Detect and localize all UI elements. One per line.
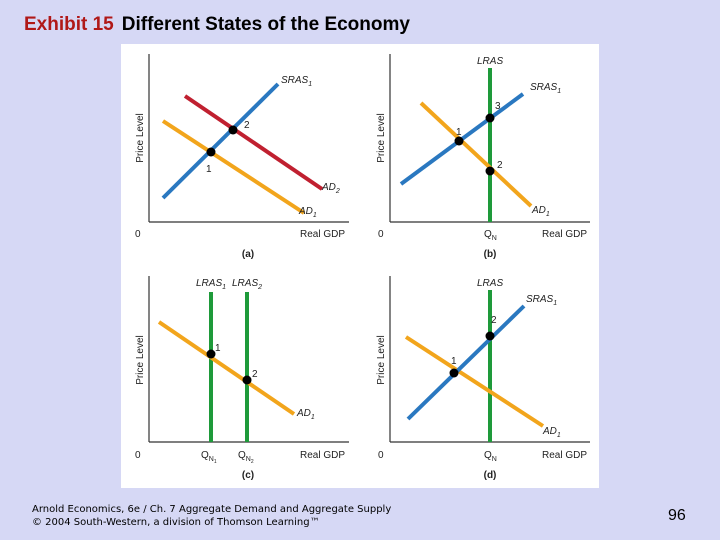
panel-b-ad1-label: $AD_1$	[532, 205, 550, 218]
panel-b-lras-label: LRAS	[477, 56, 504, 67]
slide-title	[24, 14, 410, 36]
panel-c-ad1-curve	[159, 322, 294, 414]
diagram-svg	[121, 44, 599, 488]
panel-b-ad1-curve	[421, 103, 531, 206]
panel-a-point-2-label: 2	[244, 120, 250, 131]
panel-b-point-3	[486, 114, 495, 123]
panel-a-point-2	[229, 126, 238, 135]
panel-b-qn-label: $Q_N$	[484, 229, 497, 242]
panel-d-qn-label: $Q_N$	[484, 450, 497, 463]
panel-a-ad2-label: $AD_2$	[322, 182, 340, 195]
panel-c-ad1-label: $AD_1$	[297, 408, 315, 421]
panel-d-point-1	[450, 369, 459, 378]
panel-a-point-1	[207, 148, 216, 157]
panel-c-point-2	[243, 376, 252, 385]
page-number: 96	[668, 507, 686, 524]
panel-a-sras1-curve	[163, 84, 278, 198]
panel-c-point-2-label: 2	[252, 369, 258, 380]
panel-a-caption: (a)	[241, 249, 255, 260]
footer-line-1: Arnold Economics, 6e / Ch. 7 Aggregate Demand and Aggregate Supply	[32, 504, 392, 515]
panel-d-sras-label: $SRAS_1$	[526, 294, 558, 307]
panel-b-origin: 0	[378, 229, 384, 240]
panel-b-point-2-label: 2	[497, 160, 503, 171]
panel-c-caption: (c)	[241, 470, 255, 481]
figure	[121, 44, 599, 488]
title-text: Different States of the Economy	[121, 14, 410, 35]
panel-c-qn2-label: $Q_{N2}$	[238, 450, 254, 465]
panel-d-point-1-label: 1	[451, 356, 457, 367]
panel-c-point-1-label: 1	[215, 343, 221, 354]
panel-a-ad1-label: $AD_1$	[299, 206, 317, 219]
panel-b-y-axis-label: Price Level	[376, 113, 387, 163]
panel-d-caption: (d)	[483, 470, 497, 481]
panel-d-x-axis-label: Real GDP	[542, 450, 588, 461]
panel-b-caption: (b)	[483, 249, 497, 260]
panel-c-lras2-label: $LRAS_2$	[232, 278, 263, 291]
panel-d-ad1-curve	[406, 337, 543, 426]
panel-d-origin: 0	[378, 450, 384, 461]
panel-d-point-2	[486, 332, 495, 341]
panel-d-lras-label: LRAS	[477, 278, 504, 289]
footer-citation	[32, 503, 391, 529]
panel-b-point-1-label: 1	[456, 127, 462, 138]
panel-c-y-axis-label: Price Level	[135, 335, 146, 385]
panel-d-point-2-label: 2	[491, 315, 497, 326]
panel-b-point-3-label: 3	[495, 101, 501, 112]
panel-b-sras-label: $SRAS_1$	[530, 82, 562, 95]
footer-line-2: © 2004 South-Western, a division of Thomson Learning™	[32, 517, 320, 528]
exhibit-label: Exhibit 15	[24, 14, 114, 35]
panel-a-ad1-curve	[163, 121, 304, 213]
panel-a-y-axis-label: Price Level	[135, 113, 146, 163]
panel-a-x-axis-label: Real GDP	[300, 229, 346, 240]
panel-c-lras1-label: $LRAS_1$	[196, 278, 227, 291]
panel-a-point-1-label: 1	[206, 164, 212, 175]
panel-b	[376, 54, 590, 260]
panel-c-x-axis-label: Real GDP	[300, 450, 346, 461]
panel-a	[135, 54, 349, 260]
panel-c-origin: 0	[135, 450, 141, 461]
panel-b-point-2	[486, 167, 495, 176]
panel-b-x-axis-label: Real GDP	[542, 229, 588, 240]
panel-a-origin: 0	[135, 229, 141, 240]
panel-c-qn1-label: $Q_{N1}$	[201, 450, 217, 465]
panel-d-y-axis-label: Price Level	[376, 335, 387, 385]
panel-c	[135, 276, 349, 481]
panel-d	[376, 276, 590, 481]
panel-a-sras-label: $SRAS_1$	[281, 75, 313, 88]
panel-d-ad1-label: $AD_1$	[543, 426, 561, 439]
